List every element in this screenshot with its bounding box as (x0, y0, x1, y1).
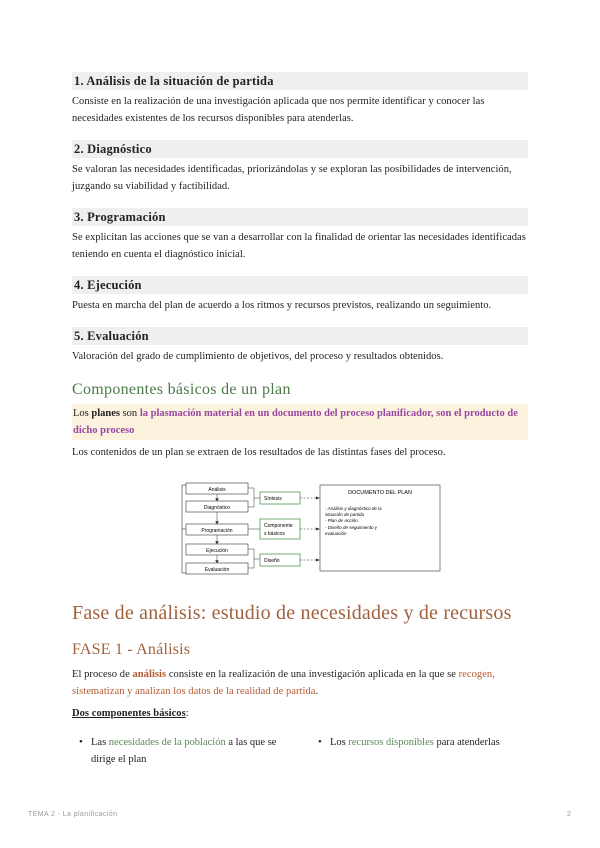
svg-text:- Análisis y diagnóstico de la: - Análisis y diagnóstico de la (325, 506, 382, 511)
two-components-text: Dos componentes básicos (72, 708, 186, 719)
phase-desc-mid: consiste en la realización de una investigación aplicada en la que se (166, 669, 459, 680)
plans-keyword: planes (91, 408, 120, 419)
section-text-ejecucion: Puesta en marcha del plan de acuerdo a los ritmos y recursos previstos, realizando un seguimiento. (72, 300, 492, 311)
svg-text:s básicos: s básicos (264, 531, 285, 537)
bullet2-suffix: para atenderlas (433, 737, 500, 748)
plans-intro-prefix: Los (73, 408, 92, 419)
phase-subtitle: FASE 1 - Análisis (72, 641, 191, 658)
svg-text:Síntesis: Síntesis (264, 496, 282, 502)
plan-contents-text: Los contenidos de un plan se extraen de los resultados de las distintas fases del proceso. (72, 447, 446, 458)
bullet2-prefix: Los (330, 737, 349, 748)
plans-definition-box (72, 404, 528, 440)
diagram-box-componentes (260, 519, 300, 539)
bullet-recursos (316, 734, 528, 751)
components-heading: Componentes básicos de un plan (72, 381, 291, 398)
phase-keyword-analisis: análisis (132, 669, 167, 680)
two-components-label (72, 705, 528, 722)
svg-text:Análisis: Análisis (208, 487, 226, 493)
bullet1-suffix: a las que se dirige el plan (91, 737, 277, 765)
svg-text:evaluación: evaluación (325, 531, 347, 536)
diagram-box-sintesis (260, 492, 300, 504)
phase-desc-end: . (315, 686, 319, 697)
phase-title: Fase de análisis: estudio de necesidades y de recursos (72, 602, 512, 624)
section-text-evaluacion: Valoración del grado de cumplimiento de objetivos, del proceso y resultados obtenidos. (72, 351, 444, 362)
section-text-analisis: Consiste en la realización de una investigación aplicada que nos permite identificar y conocer las necesidades existentes de los recursos disponibles para atenderlas. (72, 96, 485, 124)
section-title-programacion: 3. Programación (72, 208, 528, 226)
svg-text:Ejecución: Ejecución (206, 548, 228, 554)
diagram-document-box (320, 485, 440, 571)
diagram-box-programacion (186, 524, 248, 535)
diagram-box-diseno (260, 554, 300, 566)
section-text-programacion: Se explicitan las acciones que se van a desarrollar con la finalidad de orientar las necesidades identificadas teniendo en cuenta el diagnóstico inicial. (72, 232, 526, 260)
phase-desc-prefix: El proceso de (72, 669, 133, 680)
svg-text:Diseño: Diseño (264, 558, 280, 564)
svg-text:situación de partida: situación de partida (325, 512, 365, 517)
plans-definition-highlight: la plasmación material en un documento del proceso planificador, son el producto de dicho proceso (73, 408, 518, 436)
diagram-box-ejecucion (186, 544, 248, 555)
diagram-box-analisis (186, 483, 248, 494)
svg-text:Evaluación: Evaluación (204, 567, 230, 573)
svg-text:- Diseño de seguimiento y: - Diseño de seguimiento y (325, 525, 378, 530)
bullet1-highlight: necesidades de la población (108, 737, 226, 748)
plan-process-diagram (180, 477, 442, 579)
section-text-diagnostico: Se valoran las necesidades identificadas, priorizándolas y se exploran las posibilidades de intervención, juzgando su viabilidad y factibilidad. (72, 164, 512, 192)
bullet2-highlight: recursos disponibles (348, 737, 434, 748)
svg-text:Programación: Programación (201, 528, 233, 534)
bullet-necesidades (77, 734, 291, 768)
two-components-colon: : (185, 708, 189, 719)
svg-text:Diagnóstico: Diagnóstico (203, 505, 231, 511)
plans-intro-mid: son (119, 408, 140, 419)
bullet1-prefix: Las (91, 737, 109, 748)
section-title-ejecucion: 4. Ejecución (72, 276, 528, 294)
section-title-analisis: 1. Análisis de la situación de partida (72, 72, 528, 90)
phase-description (72, 666, 528, 700)
section-title-evaluacion: 5. Evaluación (72, 327, 528, 345)
phase-desc-highlight: recogen, sistematizan y analizan los datos de la realidad de partida (72, 669, 495, 697)
diagram-box-evaluacion (186, 563, 248, 574)
footer-title: TEMA 2 - La planificación (28, 811, 118, 818)
svg-text:Componente: Componente (264, 523, 293, 529)
svg-text:- Plan de Acción.: - Plan de Acción. (325, 518, 359, 523)
svg-text:DOCUMENTO DEL PLAN: DOCUMENTO DEL PLAN (348, 490, 412, 496)
diagram-box-diagnostico (186, 501, 248, 512)
footer-page-number: 2 (567, 811, 572, 818)
section-title-diagnostico: 2. Diagnóstico (72, 140, 528, 158)
